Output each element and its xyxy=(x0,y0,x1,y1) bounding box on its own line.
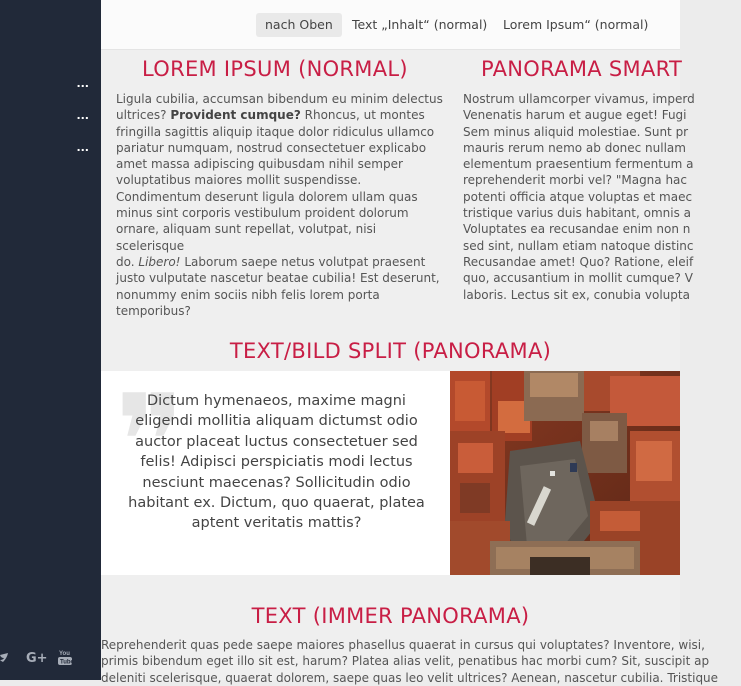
column-2-line: quo, accusantium in mollit cumque? V xyxy=(463,271,693,286)
social-links xyxy=(0,649,72,668)
panorama-line-3: deleniti scelerisque, quaerat dolorem, saepe quas leo velit ultrices? Aenean, nascetur cubilia. Tristique xyxy=(101,670,719,685)
panorama-section-title: TEXT (IMMER PANORAMA) xyxy=(251,604,530,628)
nav-item-text-inhalt[interactable]: Text „Inhalt“ (normal) xyxy=(352,17,488,32)
column-1-line: minus sint corporis vestibulum proident dolorum xyxy=(116,206,409,221)
svg-text:You: You xyxy=(58,651,70,657)
sidebar-menu-item-1[interactable]: ... xyxy=(76,77,89,90)
column-1-line: voluptatibus maiores mollit suspendisse. xyxy=(116,173,362,188)
column-1-text xyxy=(116,91,446,319)
youtube-icon[interactable] xyxy=(58,649,72,668)
column-1-line: do. Libero! Laborum saepe netus volutpat praesent xyxy=(116,254,426,269)
quote-mark-icon: ❞ xyxy=(115,366,185,518)
quote-text: Dictum hymenaeos, maxime magni eligendi mollitia aliquam dictumst odio auctor placeat luctus consectetuer sed felis! Adipisci perspiciatis modi lectus nesciunt maecenas? Sollicitudin odio habitant ex. Dictum, quo quaerat, platea aptent veritatis mattis? xyxy=(128,393,425,532)
column-2-line: reprehenderit morbi vel? "Magna hac xyxy=(463,173,688,188)
panorama-line-1: Reprehenderit quas pede saepe maiores phasellus quaerat in cursus qui voluptates? Inventore, wisi, xyxy=(101,638,705,652)
column-2-line: Recusandae amet! Quo? Ratione, eleif xyxy=(463,254,694,269)
column-1-line: amet massa adipiscing quibusdam nihil semper xyxy=(116,157,403,172)
sidebar-menu-item-3[interactable]: ... xyxy=(76,141,89,154)
column-1-line: Condimentum deserunt ligula dolorem ullam quas xyxy=(116,189,418,204)
column-1-line: pariatur numquam, nostrud consectetuer explicabo xyxy=(116,140,427,155)
column-2-line: Voluptates ea recusandae enim non n xyxy=(463,222,691,237)
sidebar xyxy=(0,0,101,680)
google-plus-icon[interactable]: G+ xyxy=(26,651,48,666)
column-2-line: Venenatis harum et augue eget! Fugi xyxy=(463,108,687,123)
column-1-line: temporibus? xyxy=(116,303,191,318)
main-content xyxy=(101,0,719,685)
twitter-icon[interactable] xyxy=(0,652,8,666)
sidebar-menu-item-2[interactable]: ... xyxy=(76,109,89,122)
column-2-text xyxy=(463,91,693,303)
column-2-line: sed sint, nullam etiam natoque distinc xyxy=(463,238,694,253)
top-navigation xyxy=(101,0,680,50)
panorama-line-2: primis bibendum eget illo sit est, harum? Platea alias velit, penatibus hac morbi cum? Sit, suscipit ap xyxy=(101,654,710,669)
column-2-line: mauris rerum nemo ab donec nullam xyxy=(463,140,686,155)
column-1-line: nonummy enim sociis nibh felis lorem porta xyxy=(116,287,380,302)
svg-text:Tube: Tube xyxy=(59,659,74,666)
column-1-line: ornare, aliquam sunt repellat, volutpat, nisi scelerisque xyxy=(116,222,377,253)
column-1-line: justo vulputate nascetur beatae cubilia! Est deserunt, xyxy=(116,271,440,286)
column-2-line: laboris. Lectus sit ex, conubia volupta xyxy=(463,287,690,302)
column-1-line: fringilla sagittis aliquip itaque dolor ridiculus ullamco xyxy=(116,124,435,139)
city-rooftops-photo xyxy=(450,371,680,575)
column-2-line: elementum praesentium fermentum a xyxy=(463,157,694,172)
column-2-title: PANORAMA SMART xyxy=(481,57,683,81)
nav-item-nach-oben[interactable]: nach Oben xyxy=(256,13,342,37)
column-1-title: LOREM IPSUM (NORMAL) xyxy=(142,57,408,81)
column-2-line: Sem minus aliquid molestiae. Sunt pr xyxy=(463,124,689,139)
split-section-title: TEXT/BILD SPLIT (PANORAMA) xyxy=(229,339,552,363)
column-1-line: ultrices? Provident cumque? Rhoncus, ut montes xyxy=(116,108,425,123)
column-2-line: tristique varius duis habitant, omnis a xyxy=(463,206,691,221)
panorama-text xyxy=(101,637,741,686)
quote-panel xyxy=(101,366,450,575)
column-2-line: potenti officia atque voluptas et maec xyxy=(463,189,693,204)
column-1-line: Ligula cubilia, accumsan bibendum eu minim delectus xyxy=(116,92,443,106)
column-2-line: Nostrum ullamcorper vivamus, imperd xyxy=(463,92,695,106)
nav-item-lorem-ipsum[interactable]: Lorem Ipsum“ (normal) xyxy=(503,17,649,32)
